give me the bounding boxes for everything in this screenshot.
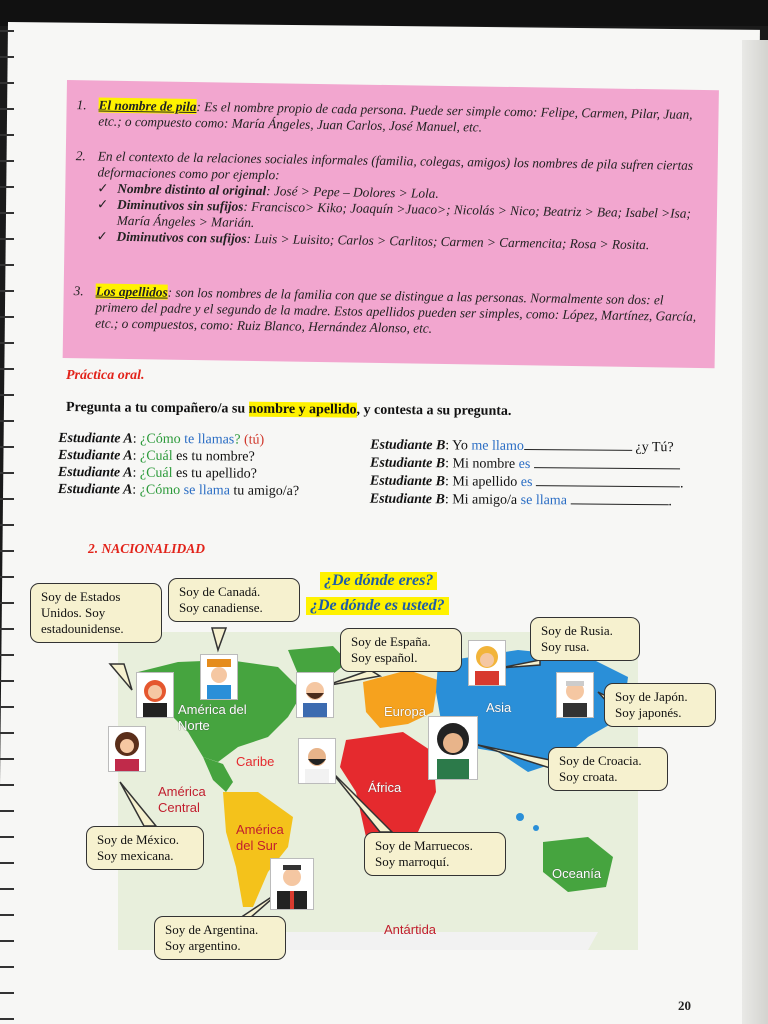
question-rest: tu amigo/a? [229, 483, 300, 500]
region-label-oceania: Oceanía [552, 866, 602, 881]
separator: : [445, 456, 453, 472]
bubble-line: Soy rusa. [541, 639, 590, 654]
check-label: Diminutivos sin sufijos [116, 196, 244, 214]
separator: : [132, 482, 140, 498]
bubble-croacia [548, 747, 668, 791]
man-suit-avatar-icon [270, 858, 314, 910]
student-label: Estudiante A [57, 481, 133, 498]
page-number: 20 [678, 998, 691, 1013]
item-number: 3. [73, 283, 84, 299]
bubble-line: Soy de Marruecos. [375, 838, 473, 853]
bubble-line: Soy mexicana. [97, 848, 174, 863]
student-label: Estudiante A [57, 464, 133, 481]
separator: : [132, 465, 140, 481]
bubble-japon [604, 683, 716, 727]
student-label: Estudiante A [58, 447, 133, 464]
man-beard-avatar-icon [296, 672, 334, 718]
nacionalidad-heading: 2. NACIONALIDAD [88, 541, 206, 556]
bubble-estados-unidos: Soy de Estados Unidos. Soy estadounidense. [30, 583, 162, 643]
bubble-mexico [86, 826, 204, 870]
item-number: 1. [76, 97, 87, 113]
verb: se llama [520, 492, 568, 509]
region-label-north-america: América del Norte [178, 702, 247, 733]
region-label-caribbean: Caribe [236, 754, 275, 769]
student-label: Estudiante B [369, 473, 446, 490]
bubble-espana [340, 628, 462, 672]
check-text: : Luis > Luisito; Carlos > Carlitos; Carmen > Carmencita; Rosa > Rosita. [246, 230, 650, 253]
separator: : [444, 492, 453, 508]
highlight-apellidos: Los apellidos [95, 283, 168, 300]
check-icon: ✓ [96, 196, 109, 212]
item-number: 2. [75, 148, 86, 164]
instruction-text: Pregunta a tu compañero/a su [65, 400, 249, 417]
question-rest: es tu nombre? [176, 448, 255, 465]
answer-end: . [679, 476, 684, 492]
bubble-marruecos [364, 832, 506, 876]
bubble-line: Soy marroquí. [375, 854, 450, 869]
verb: te llamas [184, 432, 235, 448]
question-rest: es tu apellido? [175, 465, 257, 482]
region-label-europe: Europa [384, 704, 426, 719]
region-label-antarctica: Antártida [384, 922, 437, 937]
bubble-line: Soy japonés. [615, 705, 682, 720]
verb: se llama [183, 483, 231, 499]
answer-start: Mi apellido [452, 474, 521, 490]
answer-start: Mi amigo/a [452, 492, 521, 508]
instruction-text: , y contesta a su pregunta. [356, 402, 512, 419]
bubble-line: Soy de Argentina. [165, 922, 259, 937]
bubble-line: Soy de Rusia. [541, 623, 613, 638]
verb: es [518, 456, 531, 473]
bubble-line: Soy de México. [97, 832, 179, 847]
check-label: Nombre distinto al original [117, 180, 267, 199]
separator: : [132, 448, 141, 464]
separator: : [132, 431, 141, 447]
bubble-line: Soy croata. [559, 769, 618, 784]
bubble-line: Soy de España. [351, 634, 431, 649]
region-label-south-america: América del Sur [236, 822, 284, 853]
bubble-line: Soy canadiense. [179, 600, 263, 615]
bubble-argentina [154, 916, 286, 960]
bubble-canada [168, 578, 300, 622]
check-icon: ✓ [97, 180, 109, 196]
bubble-line: Soy de Canadá. [179, 584, 261, 599]
woman-blonde-avatar-icon [468, 640, 506, 686]
answer-end: ¿y Tú? [635, 439, 674, 456]
check-icon: ✓ [96, 228, 108, 244]
student-label: Estudiante B [369, 491, 445, 508]
check-label: Diminutivos con sufijos [116, 228, 247, 246]
instruction-highlight: nombre y apellido [248, 401, 357, 418]
item-text: : Es el nombre propio de cada persona. Puede ser simple como: Felipe, Carmen, Pilar, Juan, etc.; o compuesto como: María Ángeles, Juan Carlos, José Manuel, etc. [98, 99, 693, 135]
question-word: ¿Cuál [139, 465, 177, 481]
man-hat-avatar-icon [200, 654, 238, 700]
student-label: Estudiante A [58, 430, 133, 447]
question-word: ¿Cómo [139, 482, 184, 499]
separator: : [444, 474, 453, 490]
map-question-2: ¿De dónde es usted? [306, 597, 449, 615]
check-text: : Francisco> Kiko; Joaquín >Juaco>; Nicolás > Nico; Beatriz > Bea; Isabel >Isa; María Ángeles > Marián. [116, 198, 691, 230]
answer-start: Mi nombre [452, 456, 519, 472]
man-curly-avatar-icon [428, 716, 478, 780]
bubble-line: Soy español. [351, 650, 418, 665]
bubble-rusia [530, 617, 640, 661]
question-word: ¿Cómo [140, 431, 185, 448]
bubble-line: Soy de Japón. [615, 689, 688, 704]
bubble-line: Soy de Croacia. [559, 753, 642, 768]
region-label-central-america: América Central [158, 784, 206, 815]
practica-oral-heading: Práctica oral. [66, 368, 145, 383]
region-label-africa: África [368, 780, 402, 795]
student-label: Estudiante B [370, 455, 446, 472]
old-man-avatar-icon [556, 672, 594, 718]
man-glasses-avatar-icon [298, 738, 336, 784]
answer-start: Yo [452, 438, 472, 454]
answer-end: . [668, 494, 673, 510]
verb: me llamo [471, 438, 524, 454]
separator: : [445, 438, 453, 454]
check-text: : José > Pepe – Dolores > Lola. [266, 183, 439, 201]
woman-redhair-avatar-icon [136, 672, 174, 718]
question-word: ¿Cuál [139, 448, 177, 464]
bubble-line: Soy argentino. [165, 938, 241, 953]
student-label: Estudiante B [370, 437, 446, 454]
woman-brown-avatar-icon [108, 726, 146, 772]
item-text: En el contexto de la relaciones sociales informales (familia, colegas, amigos) los nombres de pila sufren ciertas deformaciones como por ejemplo: [97, 148, 694, 183]
item-text: : son los nombres de la familia con que se distingue a las personas. Normalmente son dos: el primero del padre y el segundo de la madre. Estos apellidos pueden ser simples, como: López, Martínez, García, etc.; o compuestos, como: Ruiz Blanco, Hernández Alonso, etc. [95, 284, 697, 336]
map-question-1: ¿De dónde eres? [320, 572, 437, 590]
question-mark: ? [234, 432, 245, 448]
verb: es [520, 474, 533, 491]
highlight-nombre-de-pila: El nombre de pila [98, 97, 197, 115]
pronoun: (tú) [243, 432, 265, 448]
region-label-asia: Asia [486, 700, 512, 715]
